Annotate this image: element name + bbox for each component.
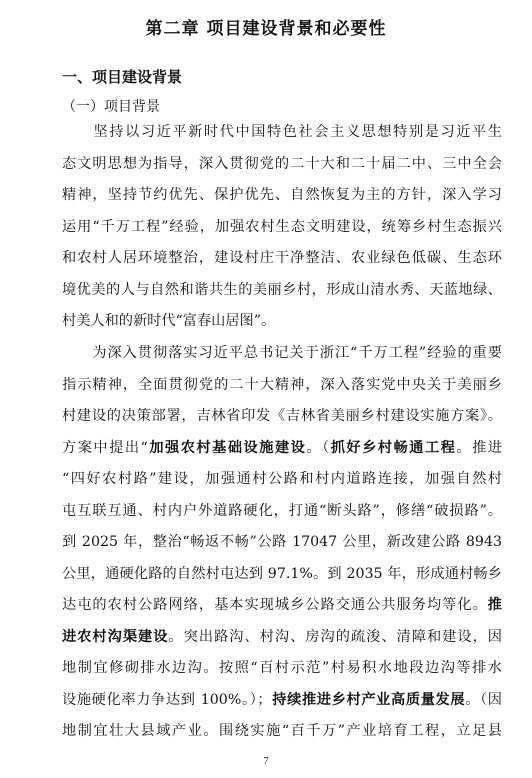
bold-phrase: 推 bbox=[487, 597, 502, 613]
text-run: 地制宜壮大县域产业。围绕实施“百千万”产业培育工程，立足县 bbox=[62, 723, 502, 739]
bold-phrase: 抓好乡村畅通工程 bbox=[330, 439, 457, 456]
text-run: 。突出路沟、村沟、房沟的疏浚、清障和建设，因 bbox=[168, 628, 502, 645]
paragraph-line: 和农村人居环境整治，建设村庄干净整洁、农业绿色低碳、生态环 bbox=[62, 250, 502, 266]
page-number: 7 bbox=[263, 756, 269, 767]
paragraph-line bbox=[62, 527, 502, 559]
text-run: 屯互联互通、村内户外道路硬化，打通“断头路”，修缮“破损路”。 bbox=[62, 502, 502, 519]
paragraph-line: 坚持以习近平新时代中国特色社会主义思想特别是习近平生 bbox=[62, 124, 502, 140]
paragraph-line bbox=[62, 590, 502, 622]
text-run: 为深入贯彻落实习近平总书记关于浙江“千万工程”经验的重要 bbox=[62, 345, 502, 361]
paragraph-line bbox=[62, 464, 502, 496]
bold-phrase: 加强农村基础设施建设 bbox=[147, 439, 307, 456]
paragraph-line bbox=[62, 622, 502, 654]
paragraph-line: 态文明思想为指导，深入贯彻党的二十大和二十届二中、三中全会 bbox=[62, 155, 502, 172]
paragraph-1 bbox=[62, 117, 502, 338]
paragraph-line bbox=[62, 716, 502, 748]
bold-phrase: 持续推进乡村产业高质量发展 bbox=[271, 691, 466, 708]
paragraph-line bbox=[62, 338, 502, 370]
paragraph-line bbox=[62, 433, 502, 465]
text-run: 村建设的决策部署，吉林省印发《吉林省美丽乡村建设实施方案》。 bbox=[62, 408, 502, 424]
text-run: 。推进 bbox=[456, 439, 502, 456]
sub-heading: （一）项目背景 bbox=[62, 99, 160, 115]
text-run: 公里，通硬化路的自然村屯达到 97.1%。到 2035 年，形成通村畅乡 bbox=[62, 565, 502, 582]
text-run: “四好农村路”建设，加强通村公路和村内道路连接，加强自然村 bbox=[62, 471, 502, 487]
paragraph-line bbox=[62, 401, 502, 433]
text-run: 。（因 bbox=[465, 691, 502, 708]
paragraph-line bbox=[62, 559, 502, 591]
section-heading: 一、项目建设背景 bbox=[62, 68, 183, 86]
paragraph-2 bbox=[62, 338, 502, 748]
paragraph-line bbox=[62, 370, 502, 402]
text-run: 地制宜修砌排水边沟。按照“百村示范”村易积水地段边沟等排水 bbox=[62, 660, 502, 676]
text-run: 指示精神，全面贯彻党的二十大精神，深入落实党中央关于美丽乡 bbox=[62, 376, 502, 393]
paragraph-line: 精神，坚持节约优先、保护优先、自然恢复为主的方针，深入学习 bbox=[62, 187, 502, 203]
text-run: 到 2025 年，整治“畅返不畅”公路 17047 公里，新改建公路 8943 bbox=[62, 534, 502, 550]
text-run: 达屯的农村公路网络，基本实现城乡公路交通公共服务均等化。 bbox=[62, 597, 488, 613]
bold-phrase: 进农村沟渠建设 bbox=[62, 628, 169, 645]
text-run: 。（ bbox=[306, 439, 331, 456]
paragraph-line: 境优美的人与自然和谐共生的美丽乡村，形成山清水秀、天蓝地绿、 bbox=[62, 281, 502, 298]
paragraph-line: 运用“千万工程”经验，加强农村生态文明建设，统筹乡村生态振兴 bbox=[62, 218, 502, 235]
paragraph-line: 村美人和的新时代“富春山居图”。 bbox=[62, 313, 276, 329]
paragraph-line bbox=[62, 496, 502, 528]
paragraph-line bbox=[62, 653, 502, 685]
paragraph-line bbox=[62, 685, 502, 717]
chapter-title: 第二章 项目建设背景和必要性 bbox=[145, 19, 387, 39]
text-run: 方案中提出“ bbox=[62, 439, 148, 456]
text-run: 设施硬化率力争达到 100%。）； bbox=[62, 691, 272, 708]
